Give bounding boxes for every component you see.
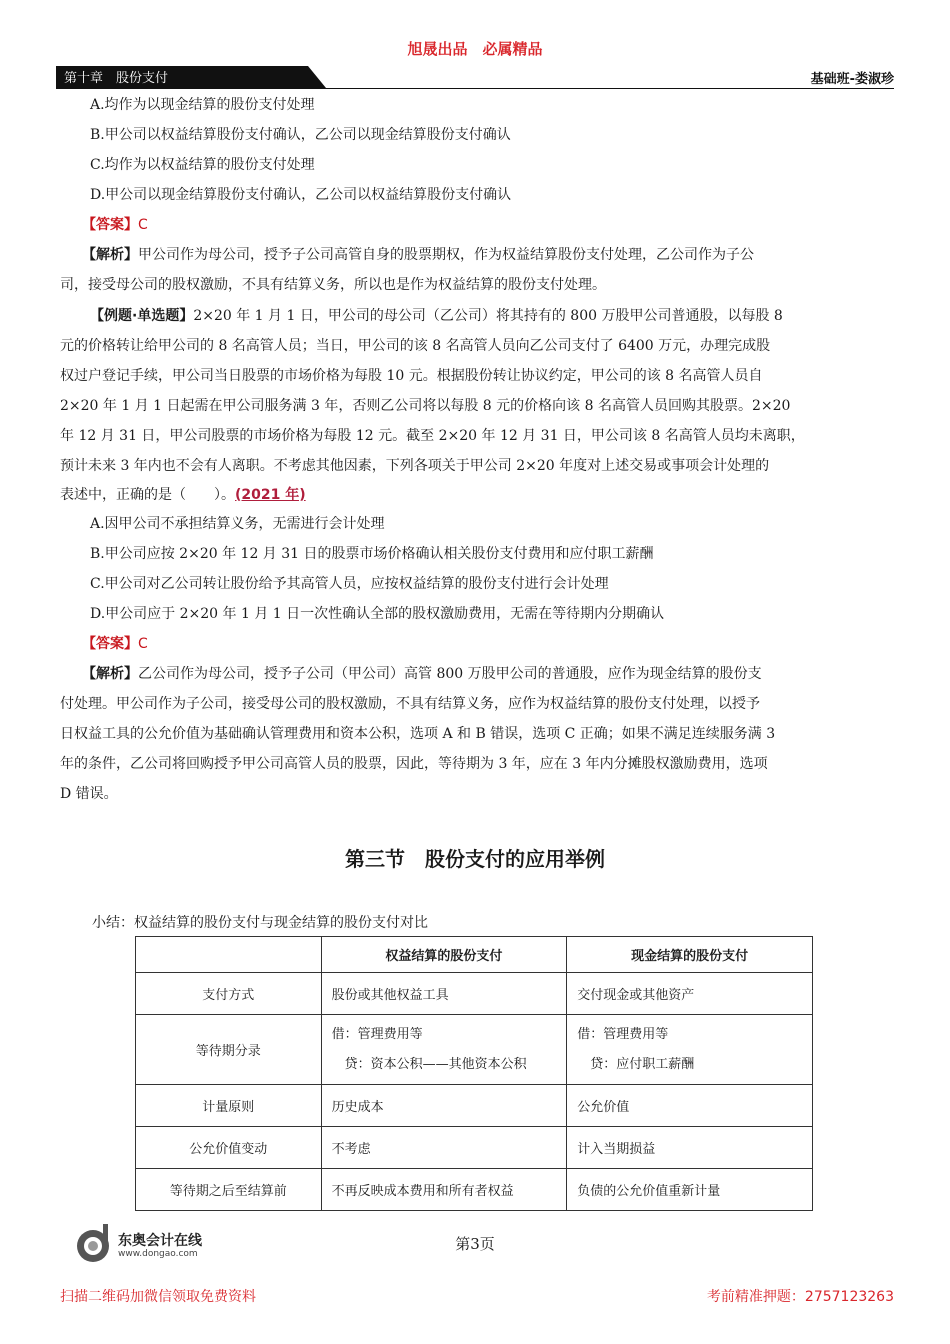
q1-answer-value: C bbox=[138, 217, 148, 233]
q1-analysis-label: 【解析】 bbox=[82, 247, 138, 263]
row-label: 计量原则 bbox=[136, 1085, 322, 1127]
q2-analysis-line-1 bbox=[82, 663, 916, 683]
q2-stem-line-5: 年 12 月 31 日，甲公司股票的市场价格为每股 12 元。截至 2×20 年 12 月 31 日，甲公司该 8 名高管人员均未离职， bbox=[60, 428, 805, 444]
header-course: 基础班-娄淑珍 bbox=[810, 72, 894, 87]
header-rule bbox=[56, 88, 894, 89]
q1-option-c: C.均作为以权益结算的股份支付处理 bbox=[90, 157, 315, 173]
table-header-cash: 现金结算的股份支付 bbox=[567, 937, 813, 973]
cash-cell: 负债的公允价值重新计量 bbox=[567, 1169, 813, 1211]
equity-cell: 历史成本 bbox=[321, 1085, 567, 1127]
q2-stem-line-1 bbox=[90, 305, 924, 325]
logo-url: www.dongao.com bbox=[118, 1249, 198, 1259]
q2-option-d: D.甲公司应于 2×20 年 1 月 1 日一次性确认全部的股权激励费用，无需在等待期内分期确认 bbox=[90, 606, 665, 622]
equity-cell: 不再反映成本费用和所有者权益 bbox=[321, 1169, 567, 1211]
table-row bbox=[136, 973, 813, 1015]
summary-caption: 小结：权益结算的股份支付与现金结算的股份支付对比 bbox=[92, 915, 428, 931]
page-number: 第3页 bbox=[455, 1235, 495, 1253]
equity-cell bbox=[321, 1015, 567, 1085]
table-header-equity: 权益结算的股份支付 bbox=[321, 937, 567, 973]
cash-cell: 公允价值 bbox=[567, 1085, 813, 1127]
equity-debit-line: 借：管理费用等 bbox=[331, 1026, 423, 1042]
equity-cell: 股份或其他权益工具 bbox=[321, 973, 567, 1015]
q1-answer-label: 【答案】 bbox=[82, 217, 138, 233]
comparison-table bbox=[135, 936, 813, 1211]
footer-left-note: 扫描二维码加微信领取免费资料 bbox=[60, 1289, 256, 1305]
q2-option-a: A.因甲公司不承担结算义务，无需进行会计处理 bbox=[90, 516, 385, 532]
q2-stem-text-1: 2×20 年 1 月 1 日，甲公司的母公司（乙公司）将其持有的 800 万股甲公司普通股，以每股 8 bbox=[193, 308, 783, 324]
q2-stem-line-2: 元的价格转让给甲公司的 8 名高管人员；当日，甲公司的该 8 名高管人员向乙公司支付了 6400 万元，办理完成股 bbox=[60, 338, 771, 354]
q2-analysis-line-4: 年的条件，乙公司将回购授予甲公司高管人员的股票，因此，等待期为 3 年，应在 3 年内分摊股权激励费用，选项 bbox=[60, 756, 768, 772]
q2-year-tag: (2021 年) bbox=[235, 487, 306, 503]
q2-stem-line-4: 2×20 年 1 月 1 日起需在甲公司服务满 3 年，否则乙公司将以每股 8 元的价格向该 8 名高管人员回购其股票。2×20 bbox=[60, 398, 791, 414]
row-label: 等待期分录 bbox=[136, 1015, 322, 1085]
q1-analysis-line-2: 司，接受母公司的股权激励，不具有结算义务，所以也是作为权益结算的股份支付处理。 bbox=[60, 277, 606, 293]
header-chapter: 第十章 股份支付 bbox=[64, 71, 169, 86]
table-header-row bbox=[136, 937, 813, 973]
row-label: 支付方式 bbox=[136, 973, 322, 1015]
table-row bbox=[136, 1169, 813, 1211]
q1-analysis-line-1 bbox=[82, 244, 916, 264]
q1-option-b: B.甲公司以权益结算股份支付确认，乙公司以现金结算股份支付确认 bbox=[90, 127, 511, 143]
q2-analysis-line-3: 日权益工具的公允价值为基础确认管理费用和资本公积，选项 A 和 B 错误，选项 C 正确；如果不满足连续服务满 3 bbox=[60, 726, 776, 742]
q1-option-a: A.均作为以现金结算的股份支付处理 bbox=[90, 97, 315, 113]
footer-right-note: 考前精准押题：2757123263 bbox=[706, 1289, 894, 1305]
cash-cell bbox=[567, 1015, 813, 1085]
table-row bbox=[136, 1127, 813, 1169]
cash-cell: 交付现金或其他资产 bbox=[567, 973, 813, 1015]
q2-answer-value: C bbox=[138, 636, 148, 652]
q2-label: 【例题·单选题】 bbox=[90, 308, 194, 324]
q2-option-c: C.甲公司对乙公司转让股份给予其高管人员，应按权益结算的股份支付进行会计处理 bbox=[90, 576, 609, 592]
q2-analysis-text-1: 乙公司作为母公司，授予子公司（甲公司）高管 800 万股甲公司的普通股，应作为现金结算的股份支 bbox=[138, 666, 762, 682]
row-label: 等待期之后至结算前 bbox=[136, 1169, 322, 1211]
equity-credit-line: 贷：资本公积——其他资本公积 bbox=[331, 1056, 527, 1072]
q2-stem-text-7: 表述中，正确的是（ ）。 bbox=[60, 487, 235, 503]
q1-option-d: D.甲公司以现金结算股份支付确认，乙公司以权益结算股份支付确认 bbox=[90, 187, 512, 203]
q2-analysis-line-5: D 错误。 bbox=[60, 786, 118, 802]
q2-answer-label: 【答案】 bbox=[82, 636, 138, 652]
q2-stem-line-3: 权过户登记手续，甲公司当日股票的市场价格为每股 10 元。根据股份转让协议约定，甲公司的该 8 名高管人员自 bbox=[60, 368, 763, 384]
cash-credit-line: 贷：应付职工薪酬 bbox=[577, 1056, 695, 1072]
q2-answer bbox=[82, 633, 916, 653]
row-label: 公允价值变动 bbox=[136, 1127, 322, 1169]
q2-option-b: B.甲公司应按 2×20 年 12 月 31 日的股票市场价格确认相关股份支付费用和应付职工薪酬 bbox=[90, 546, 654, 562]
q2-analysis-label: 【解析】 bbox=[82, 666, 138, 682]
logo-name: 东奥会计在线 bbox=[118, 1233, 202, 1249]
q1-answer bbox=[82, 214, 916, 234]
brand-slogan: 旭晟出品 必属精品 bbox=[407, 40, 543, 58]
cash-cell: 计入当期损益 bbox=[567, 1127, 813, 1169]
cash-debit-line: 借：管理费用等 bbox=[577, 1026, 669, 1042]
equity-cell: 不考虑 bbox=[321, 1127, 567, 1169]
table-header-blank bbox=[136, 937, 322, 973]
q2-analysis-line-2: 付处理。甲公司作为子公司，接受母公司的股权激励，不具有结算义务，应作为权益结算的股份支付处理，以授予 bbox=[60, 696, 760, 712]
q1-analysis-text-1: 甲公司作为母公司，授予子公司高管自身的股票期权，作为权益结算股份支付处理，乙公司作为子公 bbox=[138, 247, 754, 263]
table-row bbox=[136, 1085, 813, 1127]
section-title: 第三节 股份支付的应用举例 bbox=[345, 847, 605, 871]
q2-stem-line-6: 预计未来 3 年内也不会有人离职。不考虑其他因素，下列各项关于甲公司 2×20 年度对上述交易或事项会计处理的 bbox=[60, 458, 770, 474]
table-row bbox=[136, 1015, 813, 1085]
q2-stem-line-7 bbox=[60, 484, 894, 504]
